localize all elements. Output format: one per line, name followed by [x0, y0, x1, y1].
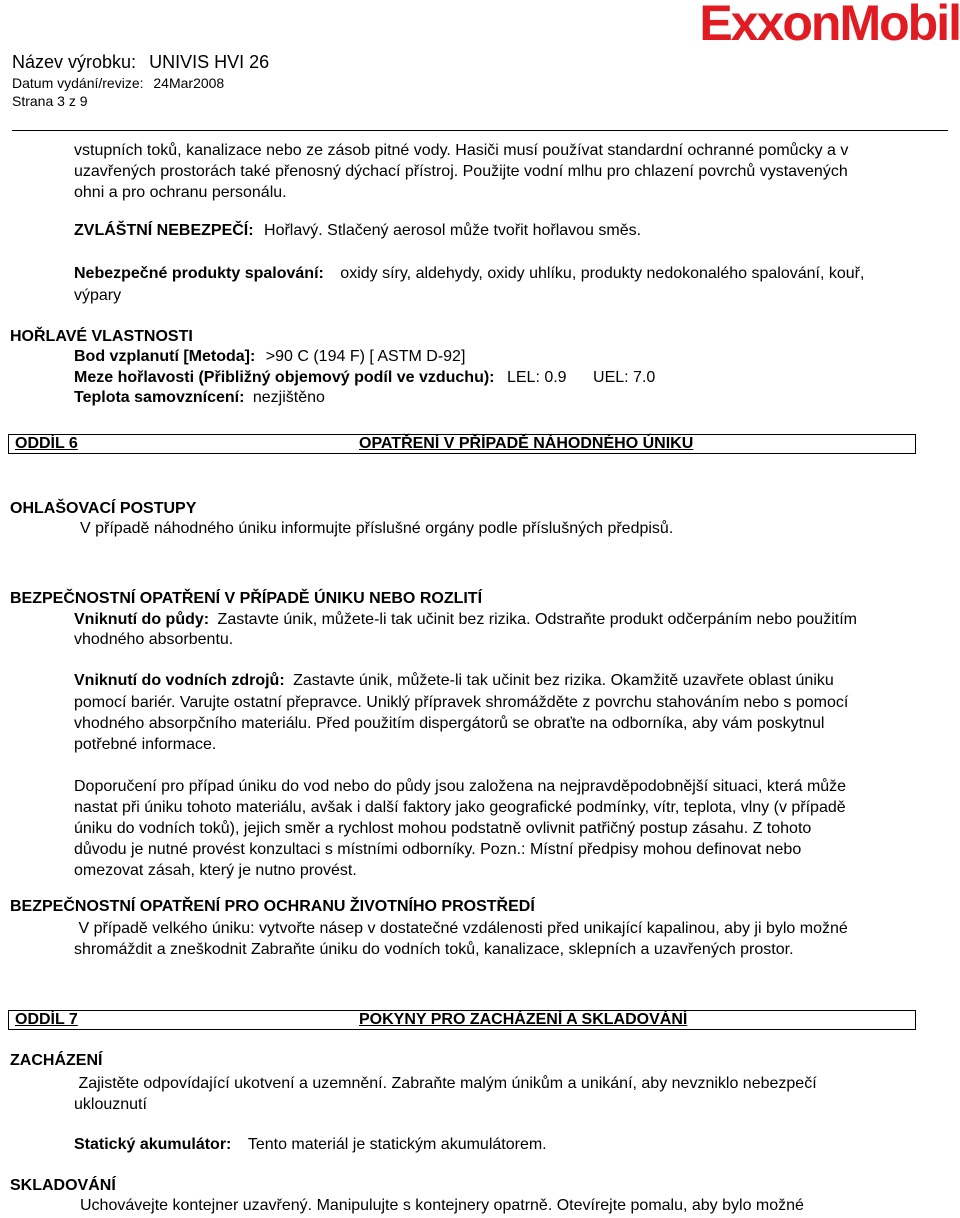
water-spill-row: [74, 672, 834, 690]
combustion-text: oxidy síry, aldehydy, oxidy uhlíku, produkty nedokonalého spalování, kouř,: [340, 265, 865, 282]
intro-line: vstupních toků, kanalizace nebo ze zásob pitné vody. Hasiči musí používat standardní ochranné pomůcky a v: [74, 142, 849, 159]
handling-line: uklouznutí: [74, 1096, 147, 1113]
water-spill-line: potřebné informace.: [74, 736, 217, 753]
section-6-title: OPATŘENÍ V PŘÍPADĚ NÁHODNÉHO ÚNIKU: [359, 435, 694, 452]
reporting-heading: OHLAŠOVACÍ POSTUPY: [10, 500, 197, 517]
special-hazard-text: Hořlavý. Stlačený aerosol může tvořit hořlavou směs.: [264, 222, 642, 239]
intro-line: uzavřených prostorách také přenosný dýchací přístroj. Použijte vodní mlhu pro chlazení povrchů vystavených: [74, 163, 848, 180]
section-7-title: POKYNY PRO ZACHÁZENÍ A SKLADOVÁNÍ: [359, 1011, 688, 1028]
autoignition-value: nezjištěno: [252, 389, 325, 406]
page-number: Strana 3 z 9: [12, 93, 88, 109]
section-7-header: [8, 1010, 916, 1030]
land-spill-label: Vniknutí do půdy:: [74, 611, 210, 628]
date-label: Datum vydání/revize:: [12, 75, 144, 91]
recommendation-line: Doporučení pro případ úniku do vod nebo do půdy jsou založena na nejpravděpodobnější situaci, která může: [74, 778, 847, 795]
water-spill-paragraph: [74, 692, 848, 755]
static-accumulator-text: Tento materiál je statickým akumulátorem.: [247, 1136, 547, 1153]
static-accumulator-label: Statický akumulátor:: [74, 1136, 232, 1153]
water-spill-line: pomocí bariér. Varujte ostatní přepravce. Uniklý přípravek shromážděte z povrchu stahováním nebo s pomocí: [74, 694, 849, 711]
flammability-limits-row: [74, 369, 655, 387]
environment-heading: BEZPEČNOSTNÍ OPATŘENÍ PRO OCHRANU ŽIVOTNÍHO PROSTŘEDÍ: [10, 898, 535, 915]
product-name-line: [12, 52, 269, 73]
environment-paragraph: [74, 918, 848, 960]
combustion-products-row: [74, 265, 864, 283]
limits-label: Meze hořlavosti (Přibližný objemový podíl ve vzduchu):: [74, 369, 495, 386]
flammable-heading: HOŘLAVÉ VLASTNOSTI: [10, 328, 193, 345]
special-hazard-row: [74, 222, 641, 240]
flash-point-label: Bod vzplanutí [Metoda]:: [74, 348, 256, 365]
autoignition-label: Teplota samovznícení:: [74, 389, 245, 406]
product-label: Název výrobku:: [12, 52, 137, 72]
date-value: 24Mar2008: [153, 75, 225, 91]
water-spill-line: vhodného absorpčního materiálu. Před použitím dispergátorů se obraťte na odborníka, aby vám poskytnul: [74, 715, 825, 732]
section-6-header: [8, 434, 916, 454]
intro-paragraph: [74, 140, 848, 203]
combustion-text-continued: výpary: [74, 287, 122, 304]
uel-value: UEL: 7.0: [593, 369, 656, 386]
water-spill-label: Vniknutí do vodních zdrojů:: [74, 672, 285, 689]
reporting-text: V případě náhodného úniku informujte příslušné orgány podle příslušných předpisů.: [80, 520, 674, 537]
special-hazard-label: ZVLÁŠTNÍ NEBEZPEČÍ:: [74, 222, 254, 239]
revision-date-line: [12, 75, 224, 91]
header-divider: [12, 130, 948, 131]
static-accumulator-row: [74, 1136, 547, 1154]
intro-line: ohni a pro ochranu personálu.: [74, 184, 287, 201]
section-7-number: ODDÍL 7: [15, 1011, 78, 1028]
recommendation-line: omezovat zásah, který je nutno provést.: [74, 862, 357, 879]
recommendation-line: důvodu je nutné provést konzultaci s místními odborníky. Pozn.: Místní předpisy mohou definovat nebo: [74, 841, 802, 858]
section-6-number: ODDÍL 6: [15, 435, 78, 452]
environment-line: V případě velkého úniku: vytvořte násep v dostatečné vzdálenosti před unikající kapalinou, aby ji bylo možné: [74, 920, 848, 937]
recommendation-line: úniku do vodních toků), jejich směr a rychlost mohou podstatně ovlivnit patřičný postup zásahu. Z tohoto: [74, 820, 812, 837]
environment-line: shromáždit a zneškodnit Zabraňte úniku do vodních toků, kanalizace, sklepních a uzavřených prostor.: [74, 941, 794, 958]
lel-value: LEL: 0.9: [506, 369, 567, 386]
storage-heading: SKLADOVÁNÍ: [10, 1177, 116, 1194]
flash-point-row: [74, 348, 465, 366]
handling-paragraph: [74, 1073, 817, 1115]
handling-line: Zajistěte odpovídající ukotvení a uzemnění. Zabraňte malým únikům a unikání, aby nevzniklo nebezpečí: [74, 1075, 817, 1092]
storage-text: Uchovávejte kontejner uzavřený. Manipulujte s kontejnery opatrně. Otevírejte pomalu, aby bylo možné: [80, 1197, 804, 1214]
land-spill-text: Zastavte únik, můžete-li tak učinit bez rizika. Odstraňte produkt odčerpáním nebo použitím: [217, 611, 857, 628]
water-spill-text: Zastavte únik, můžete-li tak učinit bez rizika. Okamžitě uzavřete oblast úniku: [293, 672, 834, 689]
recommendation-paragraph: [74, 776, 846, 881]
combustion-label: Nebezpečné produkty spalování:: [74, 265, 324, 282]
spill-heading: BEZPEČNOSTNÍ OPATŘENÍ V PŘÍPADĚ ÚNIKU NEBO ROZLITÍ: [10, 590, 483, 607]
exxonmobil-logo: ExxonMobil: [699, 0, 960, 51]
recommendation-line: nastat při úniku tohoto materiálu, avšak i další faktory jako geografické podmínky, vítr, teplota, vlny (v případě: [74, 799, 846, 816]
handling-heading: ZACHÁZENÍ: [10, 1052, 103, 1069]
product-name: UNIVIS HVI 26: [149, 52, 270, 72]
land-spill-text-continued: vhodného absorbentu.: [74, 631, 234, 648]
flash-point-value: >90 C (194 F) [ ASTM D-92]: [265, 348, 466, 365]
autoignition-row: [74, 389, 325, 407]
land-spill-row: [74, 611, 857, 629]
